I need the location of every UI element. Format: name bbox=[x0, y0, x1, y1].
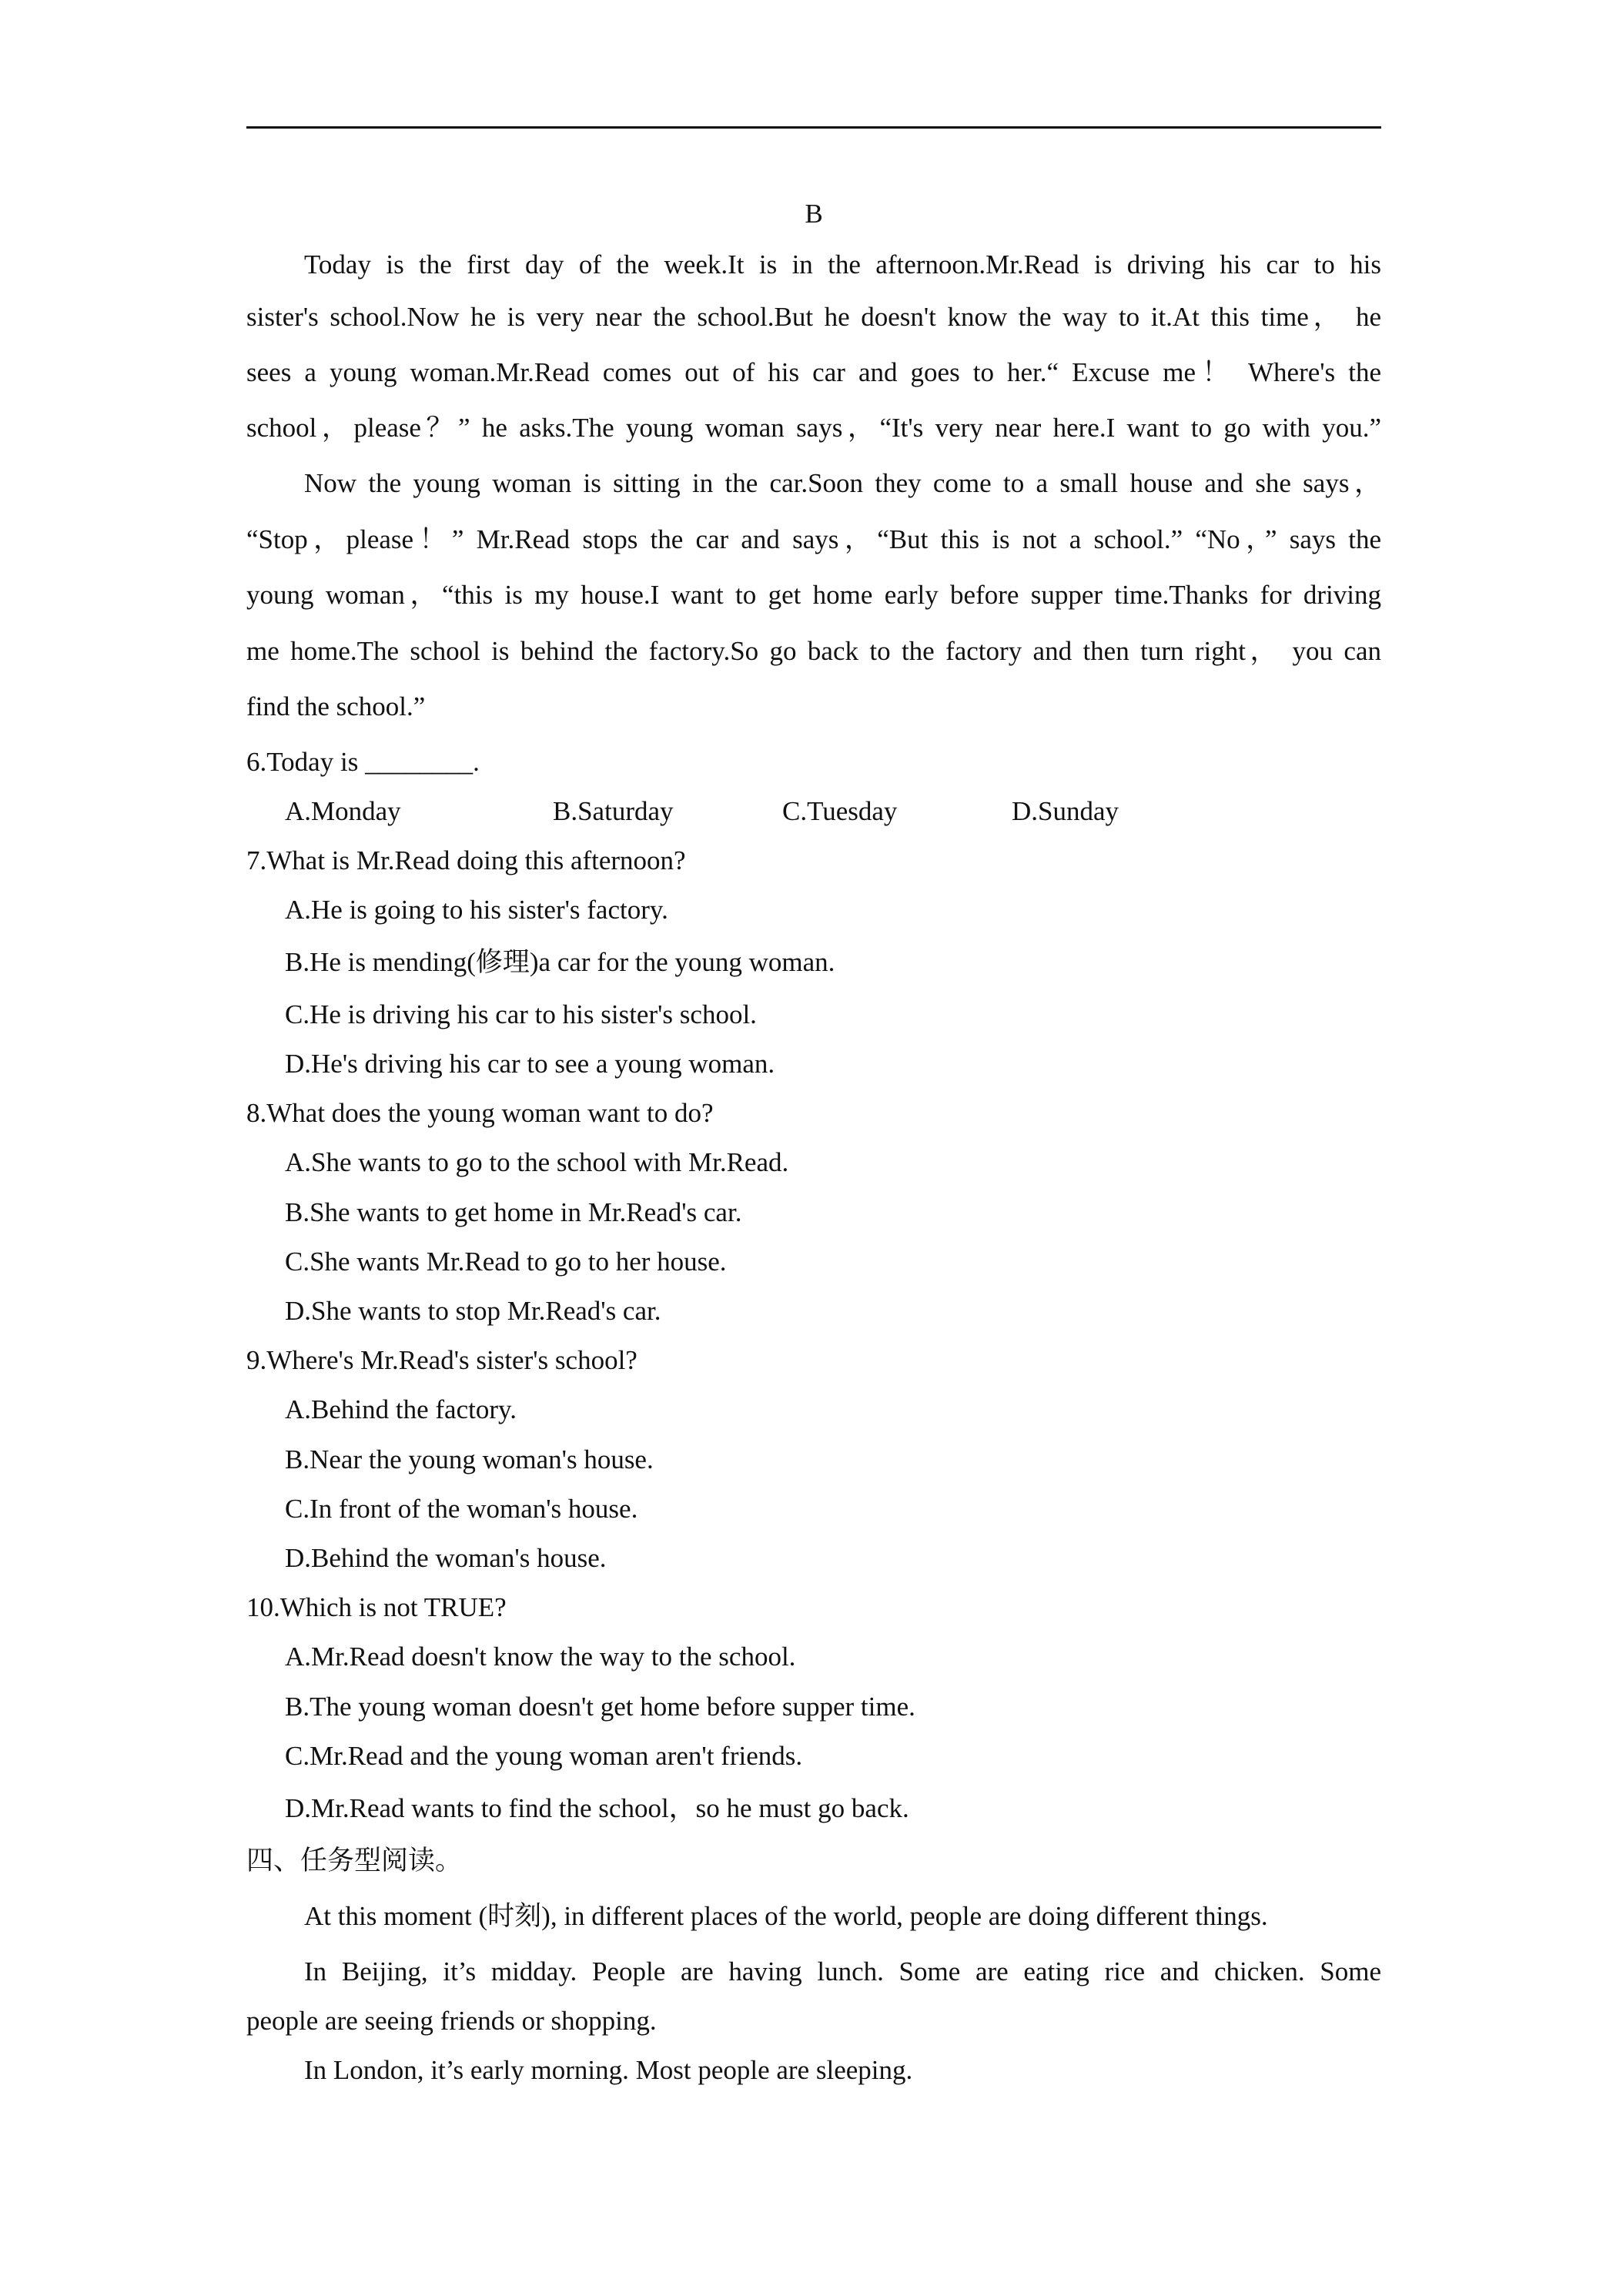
passage-line: people are seeing friends or shopping. bbox=[246, 2006, 657, 2036]
question-option: C.Mr.Read and the young woman aren't friends. bbox=[285, 1741, 803, 1771]
question-stem: 9.Where's Mr.Read's sister's school? bbox=[246, 1345, 637, 1375]
question-stem: 10.Which is not TRUE? bbox=[246, 1592, 507, 1622]
question-option: B.He is mending(修理)a car for the young woman. bbox=[285, 947, 835, 977]
question-option: B.Saturday bbox=[553, 796, 674, 826]
question-option: C.He is driving his car to his sister's school. bbox=[285, 999, 757, 1029]
question-option: D.He's driving his car to see a young woman. bbox=[285, 1049, 775, 1079]
question-option: C.She wants Mr.Read to go to her house. bbox=[285, 1247, 727, 1277]
passage-line: Now the young woman is sitting in the car.Soon they come to a small house and she says， bbox=[304, 468, 1381, 498]
question-stem: 6.Today is ________. bbox=[246, 747, 480, 777]
passage-line: me home.The school is behind the factory.So go back to the factory and then turn right， you can bbox=[246, 636, 1381, 666]
question-option: B.The young woman doesn't get home before supper time. bbox=[285, 1692, 915, 1722]
passage-line: At this moment (时刻), in different places of the world, people are doing different things. bbox=[304, 1901, 1268, 1931]
header-rule bbox=[246, 126, 1381, 129]
question-option: A.She wants to go to the school with Mr.Read. bbox=[285, 1147, 789, 1177]
passage-line: In London, it’s early morning. Most people are sleeping. bbox=[304, 2055, 913, 2085]
question-option: A.Mr.Read doesn't know the way to the school. bbox=[285, 1642, 796, 1672]
question-stem: 7.What is Mr.Read doing this afternoon? bbox=[246, 845, 686, 875]
question-stem: 8.What does the young woman want to do? bbox=[246, 1098, 714, 1128]
passage-line: find the school.” bbox=[246, 691, 426, 721]
passage-line: school，please？” he asks.The young woman says，“It's very near here.I want to go with you.” bbox=[246, 413, 1381, 443]
passage-line: sees a young woman.Mr.Read comes out of his car and goes to her.“ Excuse me！ Where's the bbox=[246, 357, 1381, 387]
question-option: D.She wants to stop Mr.Read's car. bbox=[285, 1296, 661, 1326]
question-option: D.Mr.Read wants to find the school，so he must go back. bbox=[285, 1793, 909, 1823]
question-option: B.She wants to get home in Mr.Read's car. bbox=[285, 1197, 742, 1227]
passage-line: young woman，“this is my house.I want to get home early before supper time.Thanks for driving bbox=[246, 580, 1381, 610]
question-option: A.Behind the factory. bbox=[285, 1394, 517, 1424]
question-option: A.Monday bbox=[285, 796, 401, 826]
question-option: D.Behind the woman's house. bbox=[285, 1543, 607, 1573]
question-option: C.In front of the woman's house. bbox=[285, 1494, 638, 1524]
section-heading: 四、任务型阅读。 bbox=[246, 1846, 463, 1876]
passage-line: sister's school.Now he is very near the school.But he doesn't know the way to it.At this time， he bbox=[246, 302, 1381, 332]
section-label: B bbox=[805, 199, 823, 229]
question-option: B.Near the young woman's house. bbox=[285, 1444, 654, 1474]
passage-line: Today is the first day of the week.It is in the afternoon.Mr.Read is driving his car to his bbox=[304, 249, 1381, 279]
question-option: A.He is going to his sister's factory. bbox=[285, 895, 668, 925]
question-option: D.Sunday bbox=[1012, 796, 1119, 826]
passage-line: “Stop，please！” Mr.Read stops the car and says，“But this is not a school.” “No，” says the bbox=[246, 524, 1381, 554]
passage-line: In Beijing, it’s midday. People are having lunch. Some are eating rice and chicken. Some bbox=[304, 1956, 1381, 1986]
question-option: C.Tuesday bbox=[782, 796, 898, 826]
